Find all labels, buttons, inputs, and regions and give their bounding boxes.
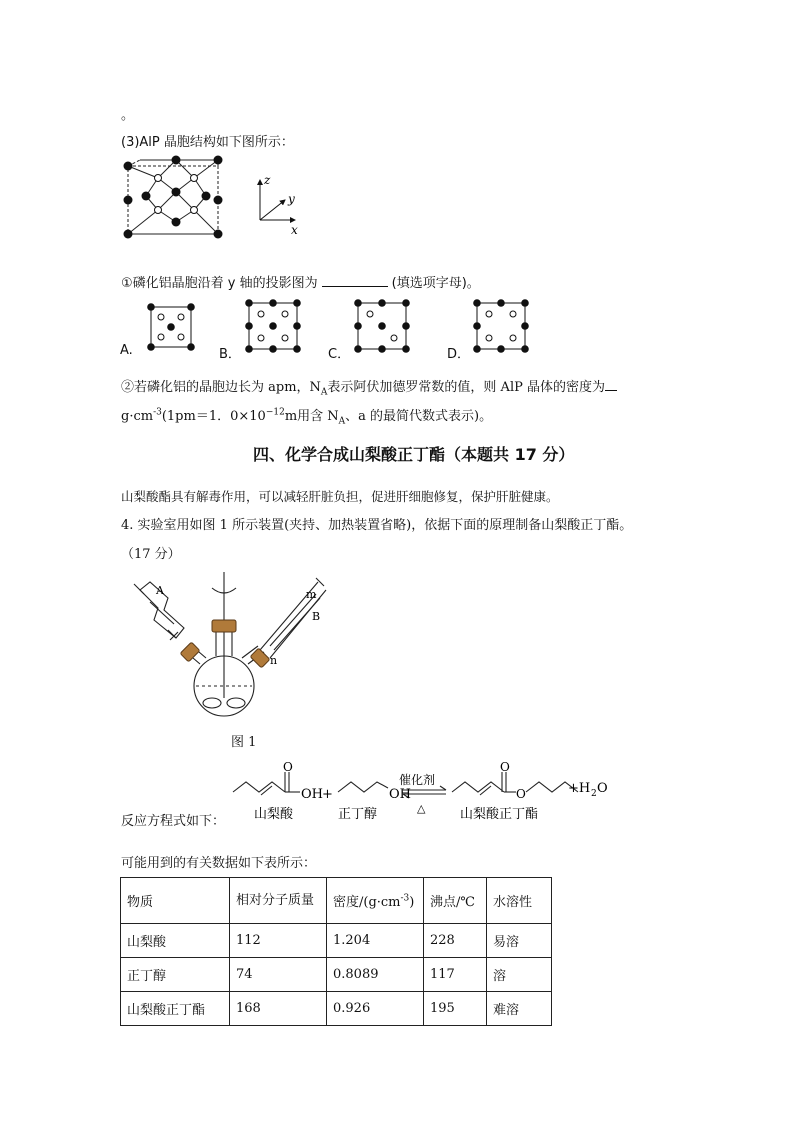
q3-sub1-suffix: (填选项字母)。 <box>391 276 480 291</box>
exponent-sup: −12 <box>265 407 285 418</box>
header-molar-mass: 相对分子质量 <box>230 878 327 924</box>
label-a: A <box>156 584 164 597</box>
header-boiling-point: 沸点/℃ <box>424 878 487 924</box>
oh-1: OH <box>301 787 323 802</box>
cell: 117 <box>424 958 487 992</box>
q4-score: （17 分） <box>121 547 181 562</box>
q3-sub1 <box>121 272 480 291</box>
label-b: B <box>312 610 321 623</box>
reaction-prefix: 反应方程式如下： <box>121 814 226 829</box>
label-n: n <box>270 654 278 667</box>
cell: 74 <box>230 958 327 992</box>
oxygen-2: O <box>500 760 510 774</box>
q3-sub1-text: ①磷化铝晶胞沿着 y 轴的投影图为 <box>121 276 318 291</box>
axis-z-label: z <box>264 173 271 187</box>
cell: 正丁醇 <box>121 958 230 992</box>
option-b-figure <box>243 297 305 355</box>
header-density-text: 密度/(g·cm <box>333 895 401 910</box>
crystal-cell-figure <box>116 152 231 242</box>
axes-figure <box>250 170 310 240</box>
oxygen-3: O <box>516 787 526 801</box>
option-a-figure <box>145 301 201 351</box>
cell: 0.926 <box>327 992 424 1026</box>
q3-sub2-suffix: 、a 的最简代数式表示)。 <box>345 409 493 424</box>
q3-sub2-text-rest: 表示阿伏加德罗常数的值，则 AlP 晶体的密度为 <box>327 380 605 395</box>
oxygen-1: O <box>283 760 293 774</box>
stray-mark: 。 <box>121 108 135 123</box>
table-row <box>121 924 552 958</box>
cell: 溶 <box>487 958 552 992</box>
unit-text: g·cm <box>121 409 154 424</box>
axis-x-label: x <box>291 223 298 237</box>
header-density <box>327 878 424 924</box>
option-a-label: A. <box>120 343 133 358</box>
cell: 168 <box>230 992 327 1026</box>
table-intro: 可能用到的有关数据如下表所示： <box>121 856 317 871</box>
option-c-label: C． <box>328 347 351 362</box>
name-butanol: 正丁醇 <box>338 807 378 822</box>
catalyst-label: 催化剂 <box>399 773 436 787</box>
answer-blank-1[interactable] <box>322 274 388 287</box>
cell: 山梨酸 <box>121 924 230 958</box>
table-header-row <box>121 878 552 924</box>
label-m: m <box>306 588 317 601</box>
q4-line: 4. 实验室用如图 1 所示装置(夹持、加热装置省略)，依据下面的原理制备山梨酸正丁酯。 <box>121 518 633 533</box>
cell: 易溶 <box>487 924 552 958</box>
cell: 山梨酸正丁酯 <box>121 992 230 1026</box>
heat-label: △ <box>417 802 426 815</box>
cell: 228 <box>424 924 487 958</box>
figure-caption: 图 1 <box>231 735 257 750</box>
data-table <box>120 877 552 1026</box>
water-o: O <box>597 781 608 796</box>
header-substance: 物质 <box>121 878 230 924</box>
header-density-close: ) <box>409 895 415 910</box>
cell: 195 <box>424 992 487 1026</box>
pm-conversion: (1pm＝1．0×10 <box>161 409 266 424</box>
table-row <box>121 992 552 1026</box>
cell: 1.204 <box>327 924 424 958</box>
header-solubility: 水溶性 <box>487 878 552 924</box>
unit-sup: -3 <box>153 407 162 418</box>
cell: 难溶 <box>487 992 552 1026</box>
header-density-sup: -3 <box>400 893 410 904</box>
plus-1: + <box>322 787 333 802</box>
cell: 0.8089 <box>327 958 424 992</box>
section-intro: 山梨酸酯具有解毒作用，可以减轻肝脏负担，促进肝细胞修复，保护肝脏健康。 <box>121 489 559 504</box>
reaction-equation <box>228 760 628 824</box>
q3-title: (3)AlP 晶胞结构如下图所示： <box>121 135 294 150</box>
section-heading: 四、化学合成山梨酸正丁酯（本题共 17 分） <box>253 445 575 464</box>
water-h: +H <box>568 781 591 796</box>
pm-conversion-rest: m用含 N <box>284 409 339 424</box>
axis-y-label: y <box>288 192 295 206</box>
na-subscript: A <box>320 387 328 398</box>
name-sorbic-acid: 山梨酸 <box>254 807 294 822</box>
oh-2: OH <box>389 787 411 802</box>
option-d-figure <box>471 297 533 355</box>
option-d-label: D． <box>447 347 471 362</box>
water-sub: 2 <box>591 789 597 799</box>
name-ester: 山梨酸正丁酯 <box>460 807 539 822</box>
q3-sub2-line2 <box>121 405 492 427</box>
q3-sub2-text: ②若磷化铝的晶胞边长为 apm，N <box>121 380 321 395</box>
answer-blank-2[interactable] <box>605 378 617 391</box>
option-c-figure <box>352 297 414 355</box>
option-b-label: B． <box>219 347 241 362</box>
table-row <box>121 958 552 992</box>
apparatus-figure <box>120 568 330 718</box>
na-subscript-2: A <box>338 416 346 427</box>
cell: 112 <box>230 924 327 958</box>
q3-sub2-line1 <box>121 376 617 398</box>
